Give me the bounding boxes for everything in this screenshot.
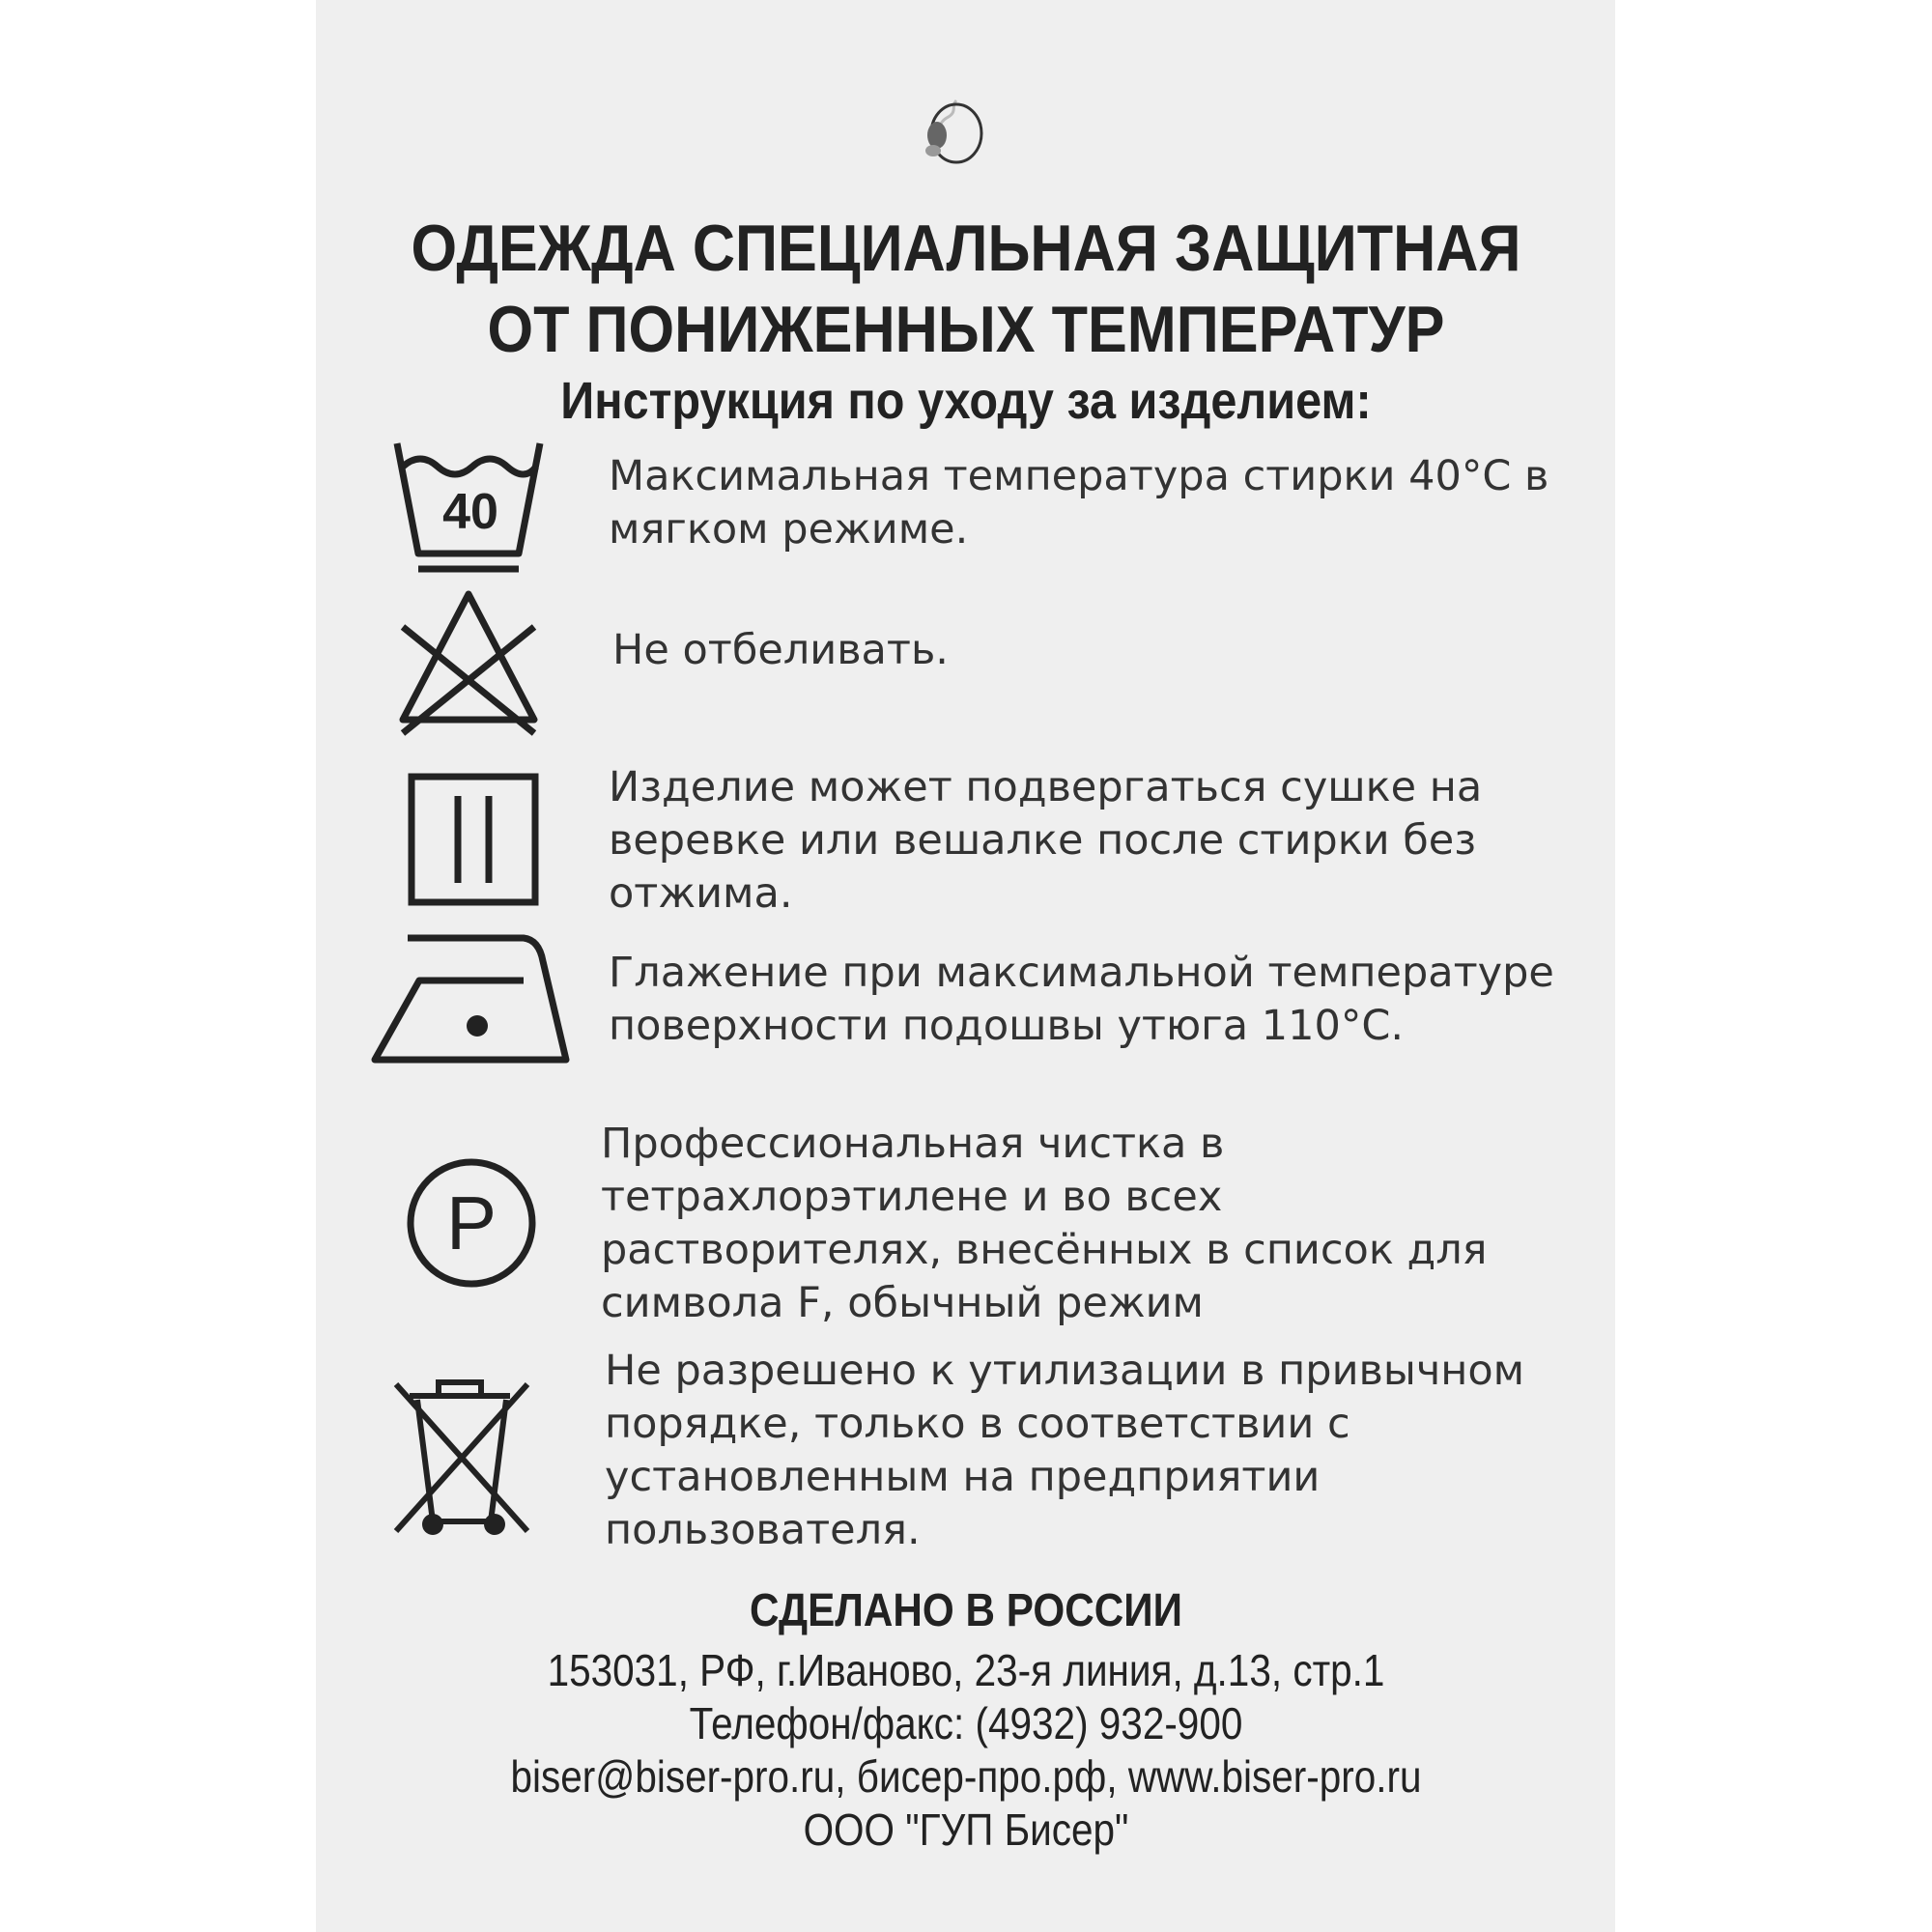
care-text-line: установленным на предприятии: [605, 1453, 1321, 1501]
made-in-russia: СДЕЛАНО В РОССИИ: [750, 1585, 1182, 1636]
care-text-line: тетрахлорэтилене и во всех: [601, 1173, 1223, 1221]
manufacturer-contacts: biser@biser-pro.ru, бисер-про.рф, www.biser-pro.ru: [510, 1751, 1422, 1802]
care-instructions-heading: Инструкция по уходу за изделием:: [560, 372, 1372, 430]
care-text-line: веревке или вешалке после стирки без: [609, 816, 1477, 865]
care-text-line: отжима.: [609, 869, 793, 918]
manufacturer-address: 153031, РФ, г.Иваново, 23-я линия, д.13, стр.1: [547, 1645, 1385, 1695]
care-text-bleach: [612, 624, 949, 677]
manufacturer-company: ООО "ГУП Бисер": [803, 1804, 1129, 1855]
wash-temperature-label: 40: [442, 484, 498, 540]
care-text-professional-clean: [601, 1118, 1488, 1330]
clean-solvent-letter: P: [445, 1180, 497, 1265]
care-text-line: Не разрешено к утилизации в привычном: [605, 1347, 1525, 1395]
crossed-bin-icon: [390, 1377, 535, 1541]
title-line-1: ОДЕЖДА СПЕЦИАЛЬНАЯ ЗАЩИТНАЯ: [411, 212, 1521, 285]
manufacturer-phone: Телефон/факс: (4932) 932-900: [689, 1698, 1243, 1748]
care-text-wash: [609, 450, 1548, 556]
hang-hole-icon: [908, 97, 989, 170]
care-text-disposal: [605, 1345, 1524, 1557]
care-text-line: Изделие может подвергаться сушке на: [609, 763, 1483, 811]
title-line-2: ОТ ПОНИЖЕННЫХ ТЕМПЕРАТУР: [487, 293, 1445, 366]
do-not-bleach-icon: [391, 584, 546, 739]
care-text-line: Не отбеливать.: [612, 626, 949, 674]
care-text-line: растворителях, внесённых в список для: [601, 1226, 1488, 1274]
care-text-line: порядке, только в соответствии с: [605, 1400, 1350, 1448]
professional-clean-p-icon: [404, 1155, 539, 1291]
care-text-line: мягком режиме.: [609, 505, 969, 554]
care-text-line: символа F, обычный режим: [601, 1279, 1204, 1327]
line-dry-icon: [408, 773, 539, 908]
care-text-line: Глажение при максимальной температуре: [609, 949, 1554, 997]
care-text-line: поверхности подошвы утюга 110°С.: [609, 1002, 1405, 1050]
wash-40-gentle-icon: [391, 440, 546, 575]
care-text-dry: [609, 761, 1482, 921]
care-text-line: Профессиональная чистка в: [601, 1120, 1225, 1168]
iron-low-icon: [369, 932, 572, 1067]
care-text-iron: [609, 947, 1554, 1053]
care-text-line: Максимальная температура стирки 40°С в: [609, 452, 1549, 500]
care-text-line: пользователя.: [605, 1506, 921, 1554]
